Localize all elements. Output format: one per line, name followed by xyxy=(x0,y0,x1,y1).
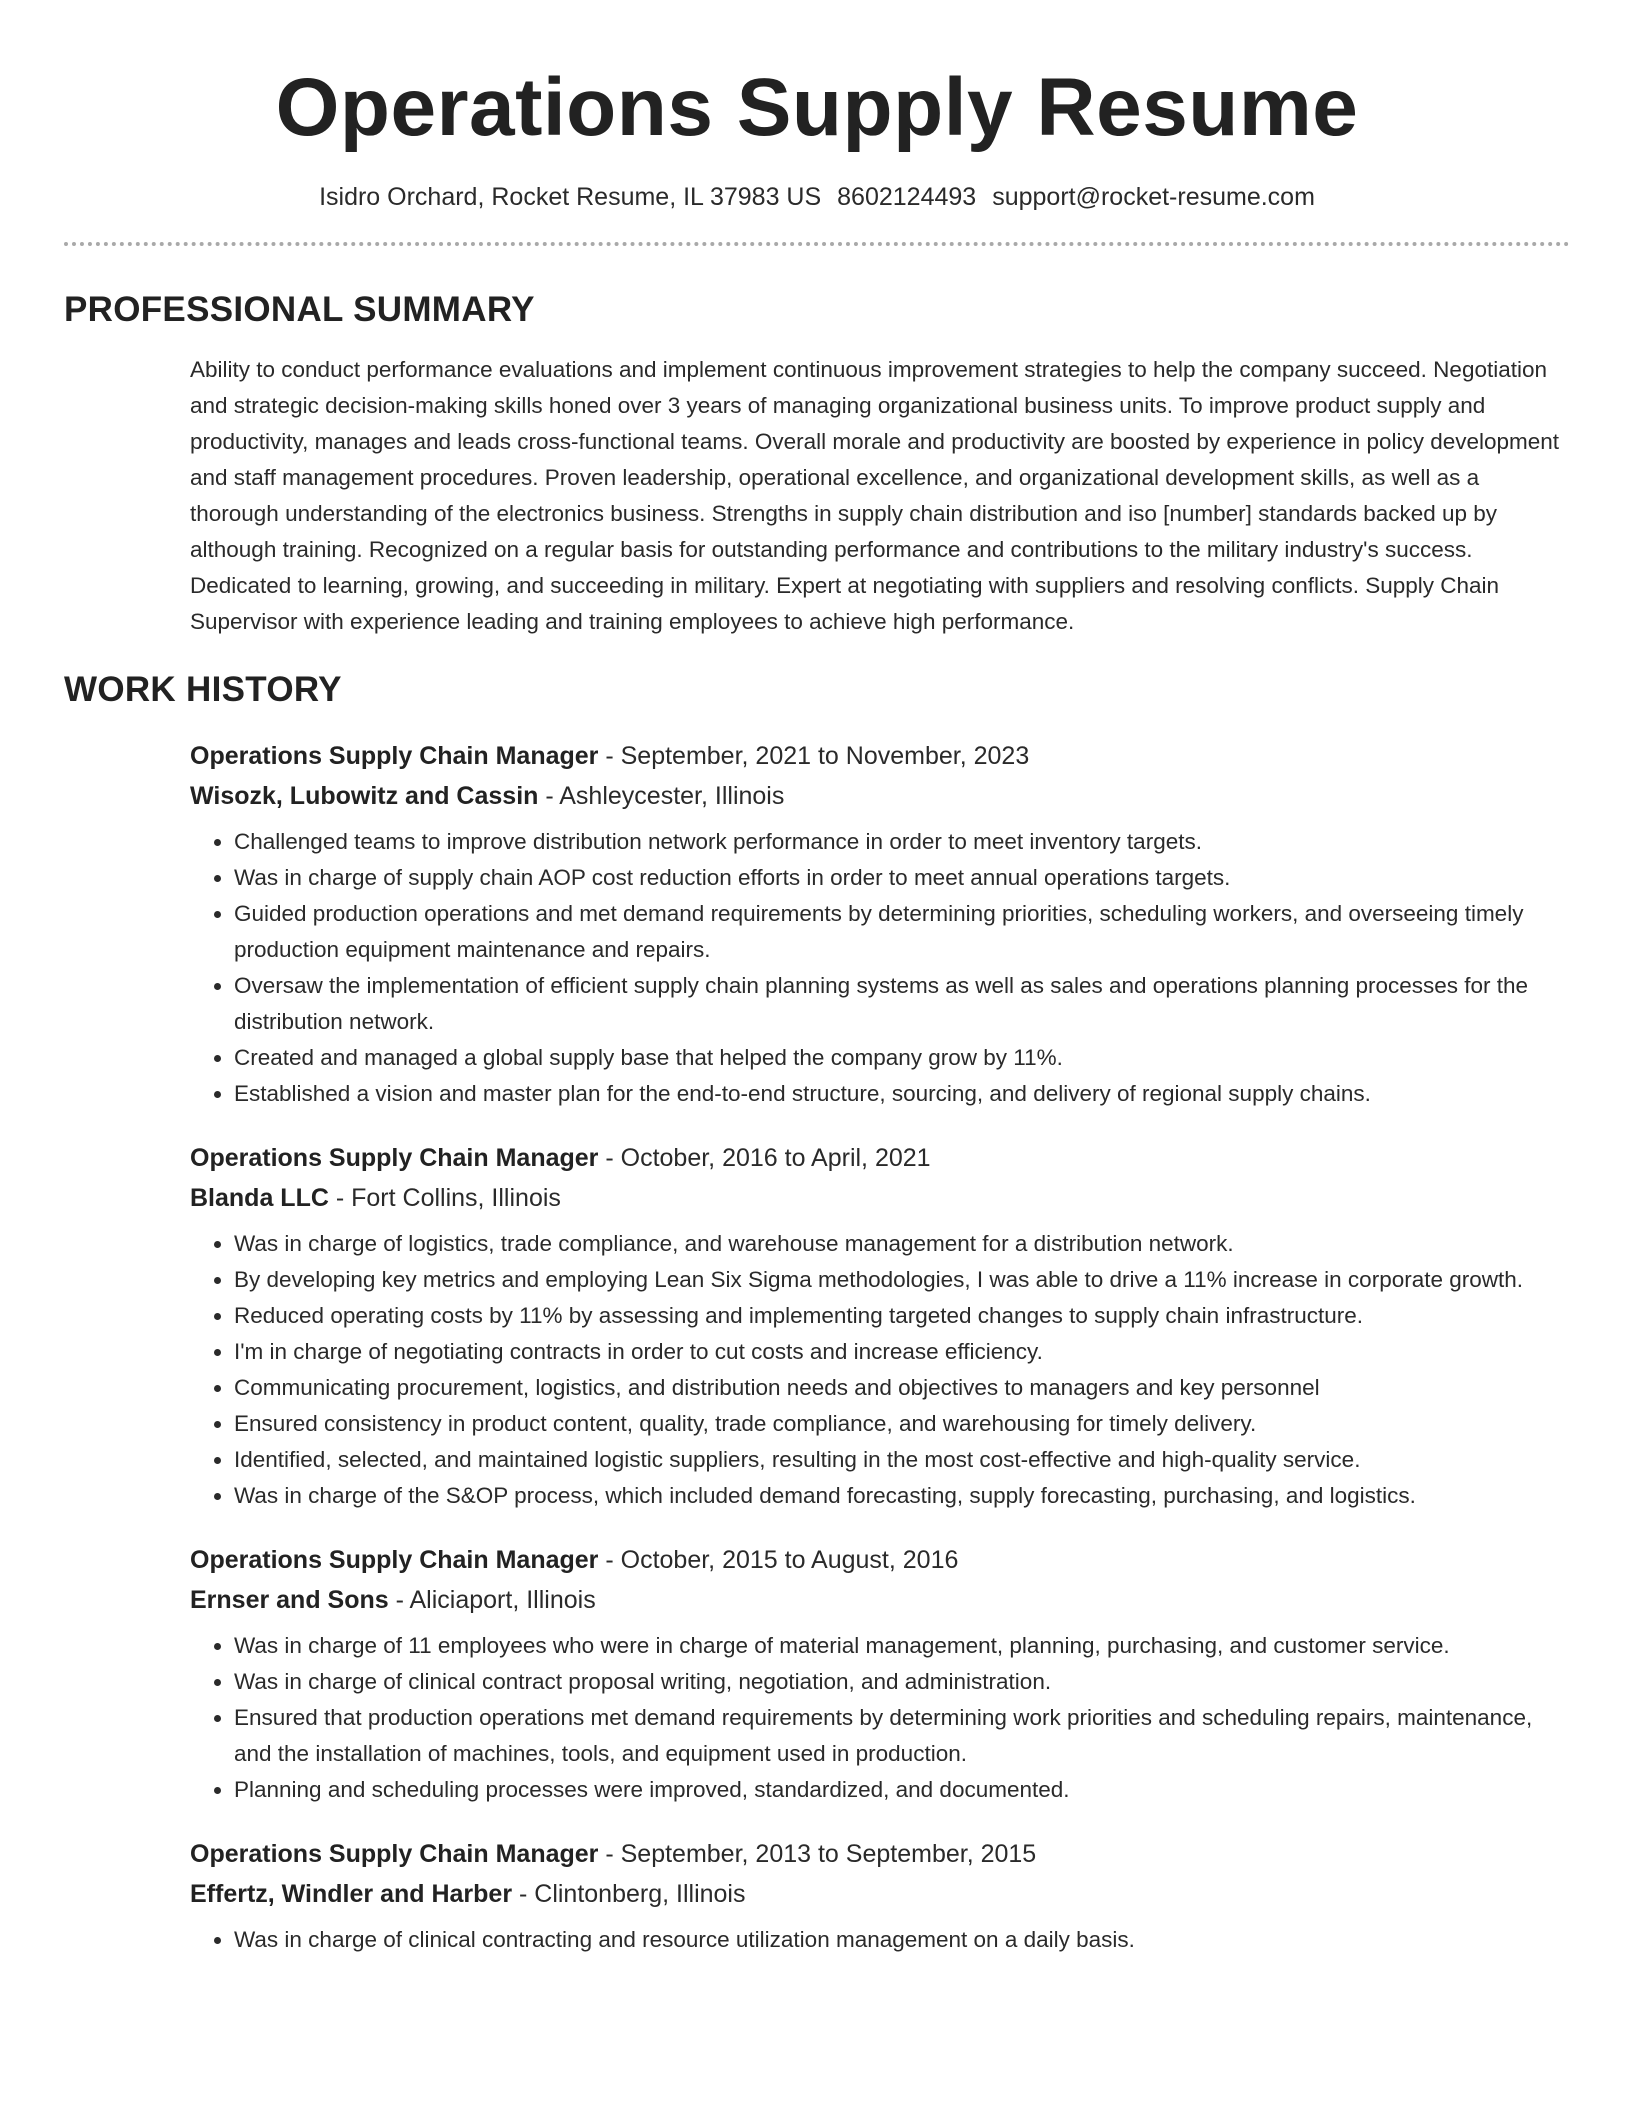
work-history-heading: WORK HISTORY xyxy=(64,670,342,709)
job-title: Operations Supply Chain Manager xyxy=(190,1144,599,1172)
job-bullet: • Challenged teams to improve distribution network performance in order to meet inventory targets. xyxy=(234,824,1570,860)
contact-email: support@rocket-resume.com xyxy=(992,183,1315,211)
job-bullet: • Identified, selected, and maintained logistic suppliers, resulting in the most cost-effective and high-quality service. xyxy=(234,1442,1570,1478)
job-dates: - October, 2015 to August, 2016 xyxy=(598,1546,959,1574)
job-company: Ernser and Sons xyxy=(190,1586,389,1614)
job-company: Blanda LLC xyxy=(190,1184,329,1212)
job-title-line xyxy=(190,1834,1570,1874)
job-company-line xyxy=(190,776,1570,816)
job-title-line xyxy=(190,736,1570,776)
job-entry xyxy=(190,1138,1570,1514)
job-location: - Ashleycester, Illinois xyxy=(538,782,785,810)
job-bullets xyxy=(190,1226,1570,1514)
job-bullet: • Was in charge of clinical contracting and resource utilization management on a daily basis. xyxy=(234,1922,1570,1958)
job-dates: - September, 2021 to November, 2023 xyxy=(598,742,1030,770)
job-title-line xyxy=(190,1138,1570,1178)
job-bullet: • Oversaw the implementation of efficient supply chain planning systems as well as sales and operations planning processes for the distribution network. xyxy=(234,968,1570,1040)
job-company: Effertz, Windler and Harber xyxy=(190,1880,513,1908)
job-title: Operations Supply Chain Manager xyxy=(190,1840,599,1868)
job-bullet: • Was in charge of the S&OP process, which included demand forecasting, supply forecasting, purchasing, and logistics. xyxy=(234,1478,1570,1514)
job-dates: - October, 2016 to April, 2021 xyxy=(598,1144,931,1172)
job-bullet: • Ensured consistency in product content, quality, trade compliance, and warehousing for timely delivery. xyxy=(234,1406,1570,1442)
job-bullets xyxy=(190,1628,1570,1808)
work-history-list xyxy=(190,736,1570,1958)
job-dates: - September, 2013 to September, 2015 xyxy=(598,1840,1037,1868)
job-bullet: • Created and managed a global supply base that helped the company grow by 11%. xyxy=(234,1040,1570,1076)
job-bullet: • Ensured that production operations met demand requirements by determining work priorities and scheduling repairs, maintenance, and the installation of machines, tools, and equipment used in production. xyxy=(234,1700,1570,1772)
job-company: Wisozk, Lubowitz and Cassin xyxy=(190,782,539,810)
job-bullet: • Communicating procurement, logistics, and distribution needs and objectives to managers and key personnel xyxy=(234,1370,1570,1406)
job-bullet: • Was in charge of clinical contract proposal writing, negotiation, and administration. xyxy=(234,1664,1570,1700)
job-entry xyxy=(190,1540,1570,1808)
contact-phone: 8602124493 xyxy=(837,183,977,211)
job-entry xyxy=(190,1834,1570,1958)
job-bullet: • By developing key metrics and employing Lean Six Sigma methodologies, I was able to drive a 11% increase in corporate growth. xyxy=(234,1262,1570,1298)
job-location: - Aliciaport, Illinois xyxy=(388,1586,596,1614)
job-company-line xyxy=(190,1178,1570,1218)
job-title-line xyxy=(190,1540,1570,1580)
job-company-line xyxy=(190,1580,1570,1620)
job-bullets xyxy=(190,824,1570,1112)
job-title: Operations Supply Chain Manager xyxy=(190,742,599,770)
job-title: Operations Supply Chain Manager xyxy=(190,1546,599,1574)
job-bullets xyxy=(190,1922,1570,1958)
header-divider xyxy=(64,242,1570,246)
job-bullet: • Established a vision and master plan for the end-to-end structure, sourcing, and delivery of regional supply chains. xyxy=(234,1076,1570,1112)
job-bullet: • Was in charge of 11 employees who were in charge of material management, planning, purchasing, and customer service. xyxy=(234,1628,1570,1664)
resume-title: Operations Supply Resume xyxy=(275,62,1359,153)
job-bullet: • Reduced operating costs by 11% by assessing and implementing targeted changes to supply chain infrastructure. xyxy=(234,1298,1570,1334)
summary-text: Ability to conduct performance evaluations and implement continuous improvement strategies to help the company succeed. Negotiation and strategic decision-making skills honed over 3 years of managing organizational business units. To improve product supply and productivity, manages and leads cross-functional teams. Overall morale and productivity are boosted by experience in policy development and staff management procedures. Proven leadership, operational excellence, and organizational development skills, as well as a thorough understanding of the electronics business. Strengths in supply chain distribution and iso [number] standards backed up by although training. Recognized on a regular basis for outstanding performance and contributions to the military industry's success. Dedicated to learning, growing, and succeeding in military. Expert at negotiating with suppliers and resolving conflicts. Supply Chain Supervisor with experience leading and training employees to achieve high performance. xyxy=(190,357,1560,634)
job-company-line xyxy=(190,1874,1570,1914)
job-bullet: • Guided production operations and met demand requirements by determining priorities, scheduling workers, and overseeing timely production equipment maintenance and repairs. xyxy=(234,896,1570,968)
resume-page xyxy=(64,0,1570,1958)
job-bullet: • Was in charge of logistics, trade compliance, and warehouse management for a distribution network. xyxy=(234,1226,1570,1262)
summary-heading: PROFESSIONAL SUMMARY xyxy=(64,290,535,329)
contact-line xyxy=(64,180,1570,214)
job-location: - Clintonberg, Illinois xyxy=(512,1880,746,1908)
job-location: - Fort Collins, Illinois xyxy=(328,1184,561,1212)
contact-address: Isidro Orchard, Rocket Resume, IL 37983 US xyxy=(319,183,822,211)
job-bullet: • I'm in charge of negotiating contracts in order to cut costs and increase efficiency. xyxy=(234,1334,1570,1370)
job-bullet: • Planning and scheduling processes were improved, standardized, and documented. xyxy=(234,1772,1570,1808)
job-entry xyxy=(190,736,1570,1112)
job-bullet: • Was in charge of supply chain AOP cost reduction efforts in order to meet annual operations targets. xyxy=(234,860,1570,896)
